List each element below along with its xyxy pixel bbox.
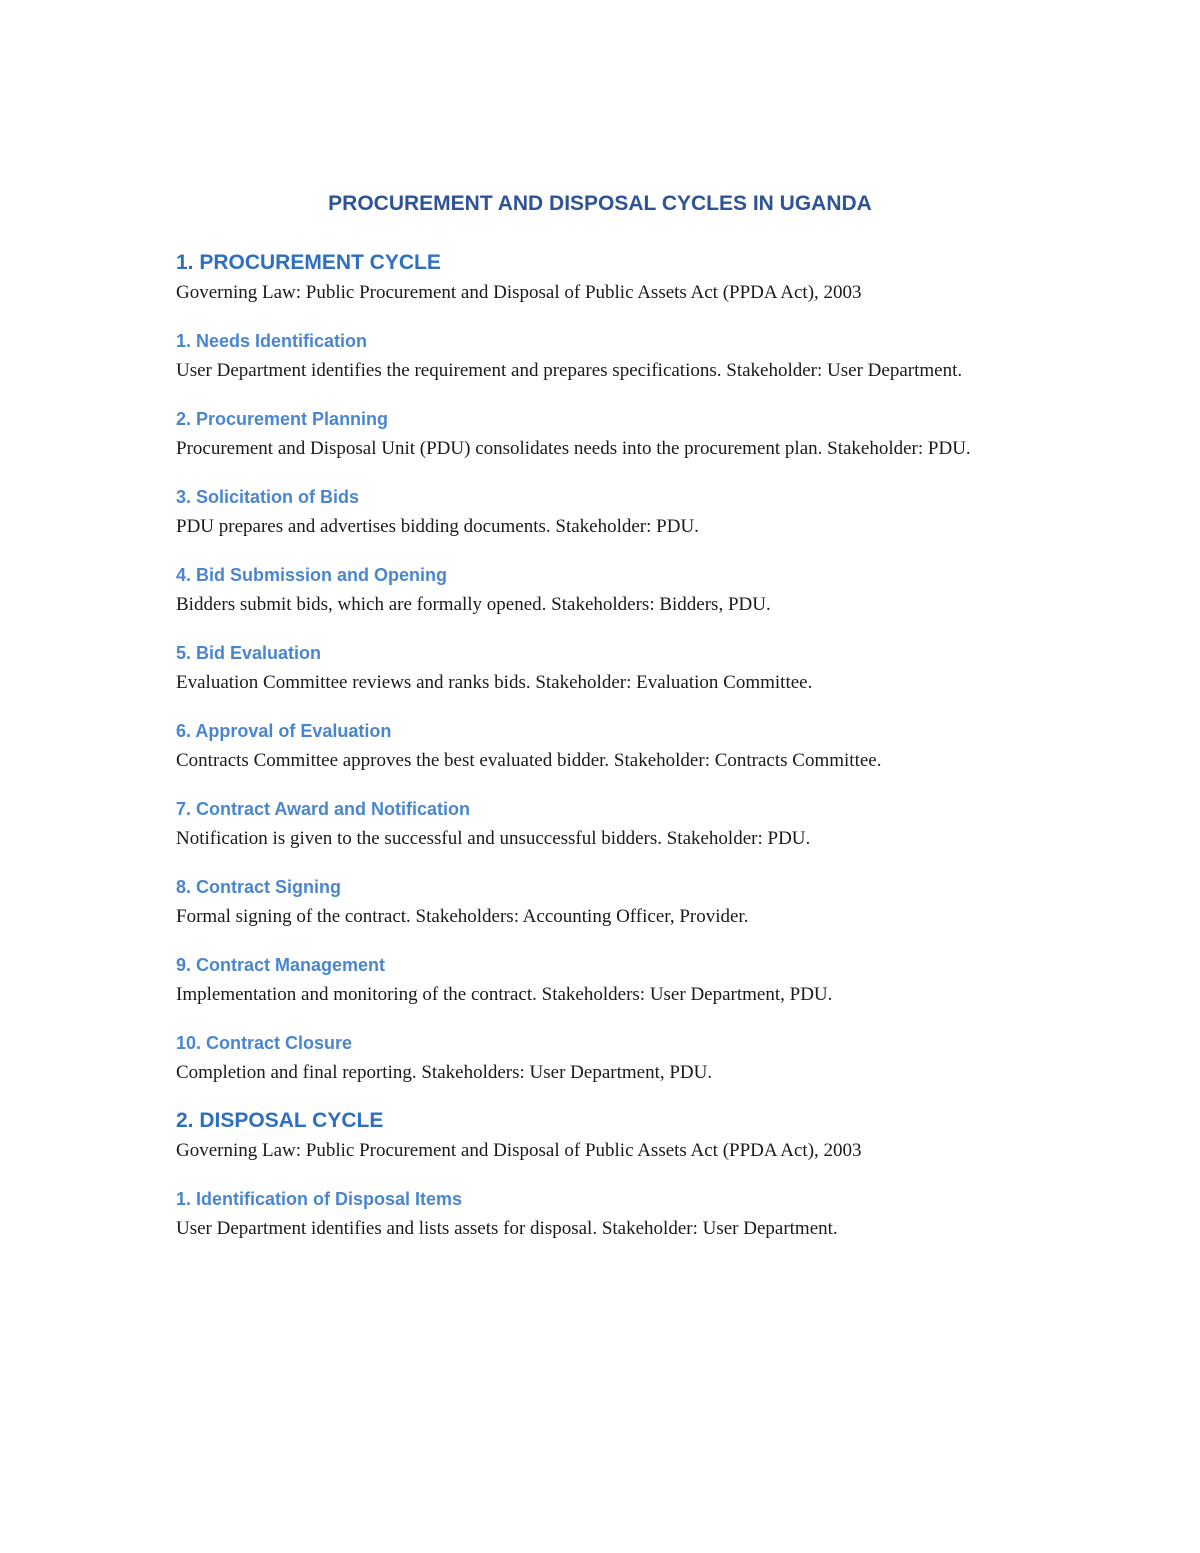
step-title: 2. Procurement Planning	[176, 409, 389, 429]
step-description: Evaluation Committee reviews and ranks bids. Stakeholder: Evaluation Committee.	[176, 672, 813, 693]
step-item	[176, 326, 1036, 386]
step-item	[176, 482, 1036, 542]
step-description: User Department identifies the requirement and prepares specifications. Stakeholder: User Department.	[176, 360, 963, 381]
step-description: Procurement and Disposal Unit (PDU) consolidates needs into the procurement plan. Stakeholder: PDU.	[176, 438, 971, 459]
step-title: 7. Contract Award and Notification	[176, 799, 471, 819]
step-description: Notification is given to the successful and unsuccessful bidders. Stakeholder: PDU.	[176, 828, 811, 849]
step-item	[176, 872, 1036, 932]
governing-law: Governing Law: Public Procurement and Disposal of Public Assets Act (PPDA Act), 2003	[176, 1140, 862, 1161]
step-title: 4. Bid Submission and Opening	[176, 565, 448, 585]
procurement-section	[176, 248, 1036, 1088]
step-title: 1. Needs Identification	[176, 331, 368, 351]
governing-law: Governing Law: Public Procurement and Disposal of Public Assets Act (PPDA Act), 2003	[176, 282, 862, 303]
step-title: 8. Contract Signing	[176, 877, 342, 897]
step-description: Bidders submit bids, which are formally opened. Stakeholders: Bidders, PDU.	[176, 594, 771, 615]
step-title: 10. Contract Closure	[176, 1033, 353, 1053]
step-item	[176, 1028, 1036, 1088]
step-title: 9. Contract Management	[176, 955, 386, 975]
step-title: 3. Solicitation of Bids	[176, 487, 360, 507]
step-description: Contracts Committee approves the best evaluated bidder. Stakeholder: Contracts Committee.	[176, 750, 882, 771]
step-description: PDU prepares and advertises bidding documents. Stakeholder: PDU.	[176, 516, 699, 537]
document-title: PROCUREMENT AND DISPOSAL CYCLES IN UGANDA	[328, 192, 872, 215]
step-title: 6. Approval of Evaluation	[176, 721, 392, 741]
step-item	[176, 560, 1036, 620]
section-heading: 1. PROCUREMENT CYCLE	[176, 251, 441, 274]
step-title: 5. Bid Evaluation	[176, 643, 322, 663]
section-heading: 2. DISPOSAL CYCLE	[176, 1109, 384, 1132]
step-description: User Department identifies and lists assets for disposal. Stakeholder: User Department.	[176, 1218, 838, 1239]
step-item	[176, 794, 1036, 854]
document-body	[176, 248, 1036, 1262]
disposal-section	[176, 1106, 1036, 1244]
step-description: Implementation and monitoring of the contract. Stakeholders: User Department, PDU.	[176, 984, 833, 1005]
step-description: Formal signing of the contract. Stakeholders: Accounting Officer, Provider.	[176, 906, 749, 927]
step-title: 1. Identification of Disposal Items	[176, 1189, 463, 1209]
step-item	[176, 638, 1036, 698]
step-item	[176, 404, 1036, 464]
step-item	[176, 716, 1036, 776]
step-item	[176, 950, 1036, 1010]
step-description: Completion and final reporting. Stakeholders: User Department, PDU.	[176, 1062, 713, 1083]
step-item	[176, 1184, 1036, 1244]
